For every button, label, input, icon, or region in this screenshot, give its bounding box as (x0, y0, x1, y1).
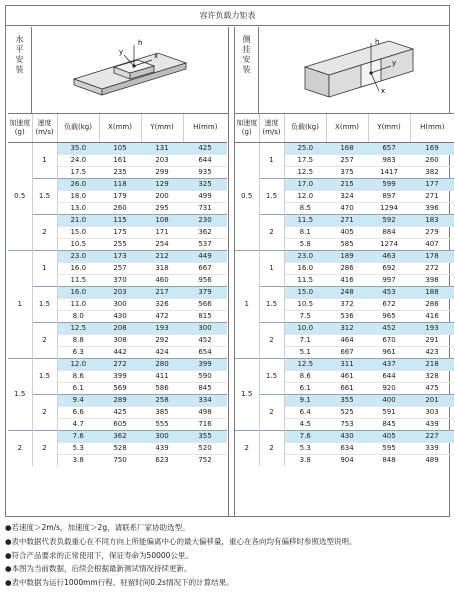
value-cell: 439 (410, 418, 454, 430)
table-row (235, 394, 454, 406)
speed-cell: 1.5 (259, 178, 284, 214)
value-cell: 291 (410, 334, 454, 346)
value-cell: 416 (410, 310, 454, 322)
value-cell: 815 (183, 310, 227, 322)
value-cell: 175 (99, 226, 141, 238)
value-cell: 272 (99, 358, 141, 370)
table-row (8, 178, 227, 190)
value-cell: 845 (368, 418, 410, 430)
value-cell: 396 (410, 202, 454, 214)
table-row (8, 214, 227, 226)
value-cell: 425 (99, 406, 141, 418)
value-cell: 208 (99, 322, 141, 334)
value-cell: 218 (410, 358, 454, 370)
value-cell: 173 (99, 250, 141, 262)
value-cell: 460 (141, 274, 183, 286)
speed-cell: 1 (32, 142, 57, 178)
value-cell: 17.5 (57, 166, 99, 178)
value-cell: 129 (141, 178, 183, 190)
value-cell: 439 (141, 442, 183, 454)
value-cell: 634 (326, 442, 368, 454)
value-cell: 217 (141, 286, 183, 298)
value-cell: 300 (99, 298, 141, 310)
value-cell: 292 (141, 334, 183, 346)
note-item: ●表中数据代表负载重心在不同方向上所能偏离中心的最大偏移量，重心在各向均有偏移时参照选型说明。 (5, 536, 357, 546)
acceleration-cell: 0.5 (8, 142, 32, 250)
value-cell: 177 (410, 178, 454, 190)
value-cell: 303 (410, 406, 454, 418)
value-cell: 437 (368, 358, 410, 370)
value-cell: 407 (410, 238, 454, 250)
value-cell: 463 (368, 250, 410, 262)
value-cell: 654 (183, 346, 227, 358)
speed-cell: 2 (259, 394, 284, 430)
value-cell: 257 (99, 262, 141, 274)
table-row (8, 250, 227, 262)
value-cell: 8.6 (284, 370, 326, 382)
value-cell: 171 (141, 226, 183, 238)
side-load-table (235, 114, 454, 466)
svg-text:h: h (138, 39, 143, 47)
value-cell: 115 (99, 214, 141, 226)
value-cell: 430 (326, 430, 368, 442)
table-row (8, 358, 227, 370)
value-cell: 318 (141, 262, 183, 274)
side-mount-label: 侧挂安装 (235, 27, 259, 113)
value-cell: 300 (183, 322, 227, 334)
value-cell: 716 (183, 418, 227, 430)
value-cell: 411 (141, 370, 183, 382)
speed-cell: 1 (259, 250, 284, 286)
value-cell: 201 (410, 394, 454, 406)
value-cell: 8.0 (57, 310, 99, 322)
value-cell: 17.0 (284, 178, 326, 190)
value-cell: 203 (99, 286, 141, 298)
value-cell: 605 (99, 418, 141, 430)
value-cell: 430 (99, 310, 141, 322)
value-cell: 11.0 (57, 298, 99, 310)
value-cell: 260 (410, 154, 454, 166)
acceleration-cell: 2 (8, 430, 32, 466)
svg-text:x: x (381, 87, 386, 95)
value-cell: 334 (183, 394, 227, 406)
table-row (235, 322, 454, 334)
value-cell: 178 (410, 250, 454, 262)
value-cell: 599 (368, 178, 410, 190)
value-cell: 131 (141, 142, 183, 154)
value-cell: 453 (368, 286, 410, 298)
value-cell: 271 (410, 190, 454, 202)
value-cell: 920 (368, 382, 410, 394)
value-cell: 904 (326, 454, 368, 466)
table-row (235, 358, 454, 370)
acceleration-cell: 1.5 (235, 358, 259, 430)
value-cell: 623 (141, 454, 183, 466)
column-header: X(mm) (99, 114, 141, 142)
value-cell: 5.3 (284, 442, 326, 454)
value-cell: 592 (368, 214, 410, 226)
value-cell: 385 (141, 406, 183, 418)
value-cell: 325 (183, 178, 227, 190)
value-cell: 362 (99, 430, 141, 442)
acceleration-cell: 0.5 (235, 142, 259, 250)
value-cell: 1417 (368, 166, 410, 178)
value-cell: 370 (99, 274, 141, 286)
speed-cell: 1 (32, 250, 57, 286)
value-cell: 489 (410, 454, 454, 466)
value-cell: 169 (410, 142, 454, 154)
value-cell: 255 (99, 238, 141, 250)
value-cell: 248 (326, 286, 368, 298)
value-cell: 11.5 (284, 274, 326, 286)
value-cell: 26.0 (57, 178, 99, 190)
value-cell: 7.6 (284, 430, 326, 442)
value-cell: 983 (368, 154, 410, 166)
value-cell: 168 (326, 142, 368, 154)
value-cell: 16.0 (284, 262, 326, 274)
value-cell: 536 (326, 310, 368, 322)
value-cell: 25.0 (284, 142, 326, 154)
value-cell: 260 (99, 202, 141, 214)
value-cell: 279 (410, 226, 454, 238)
value-cell: 753 (326, 418, 368, 430)
value-cell: 452 (183, 334, 227, 346)
value-cell: 498 (183, 406, 227, 418)
value-cell: 965 (368, 310, 410, 322)
value-cell: 8.8 (57, 334, 99, 346)
value-cell: 271 (326, 214, 368, 226)
value-cell: 372 (326, 298, 368, 310)
svg-text:h: h (375, 38, 380, 46)
value-cell: 375 (326, 166, 368, 178)
value-cell: 6.6 (57, 406, 99, 418)
value-cell: 750 (99, 454, 141, 466)
value-cell: 555 (141, 418, 183, 430)
column-header: H(mm) (183, 114, 227, 142)
value-cell: 6.1 (284, 382, 326, 394)
value-cell: 18.0 (57, 190, 99, 202)
value-cell: 35.0 (57, 142, 99, 154)
value-cell: 442 (99, 346, 141, 358)
value-cell: 452 (368, 322, 410, 334)
value-cell: 382 (410, 166, 454, 178)
value-cell: 848 (368, 454, 410, 466)
value-cell: 499 (183, 190, 227, 202)
value-cell: 657 (368, 142, 410, 154)
value-cell: 118 (99, 178, 141, 190)
table-row (235, 178, 454, 190)
speed-cell: 1.5 (32, 286, 57, 322)
value-cell: 884 (368, 226, 410, 238)
value-cell: 212 (141, 250, 183, 262)
speed-cell: 1.5 (32, 178, 57, 214)
speed-cell: 1.5 (259, 286, 284, 322)
value-cell: 15.0 (57, 226, 99, 238)
value-cell: 569 (99, 382, 141, 394)
value-cell: 161 (99, 154, 141, 166)
value-cell: 328 (410, 370, 454, 382)
value-cell: 566 (183, 298, 227, 310)
table-title: 容许负载力矩表 (6, 6, 449, 26)
value-cell: 324 (326, 190, 368, 202)
value-cell: 257 (326, 154, 368, 166)
value-cell: 416 (326, 274, 368, 286)
svg-text:y: y (392, 59, 397, 67)
value-cell: 537 (183, 238, 227, 250)
value-cell: 280 (141, 358, 183, 370)
value-cell: 227 (410, 430, 454, 442)
table-row (235, 214, 454, 226)
value-cell: 299 (141, 166, 183, 178)
column-header: 负载(kg) (284, 114, 326, 142)
value-cell: 23.0 (57, 250, 99, 262)
value-cell: 230 (183, 214, 227, 226)
value-cell: 16.0 (57, 286, 99, 298)
value-cell: 399 (99, 370, 141, 382)
value-cell: 590 (183, 370, 227, 382)
horizontal-mount-diagram (8, 27, 228, 114)
column-header: 速度(m/s) (259, 114, 284, 142)
value-cell: 8.6 (57, 370, 99, 382)
load-moment-table (5, 5, 450, 517)
column-header: 负载(kg) (57, 114, 99, 142)
value-cell: 961 (368, 346, 410, 358)
value-cell: 670 (368, 334, 410, 346)
value-cell: 362 (183, 226, 227, 238)
value-cell: 399 (183, 358, 227, 370)
speed-cell: 2 (259, 214, 284, 250)
value-cell: 254 (141, 238, 183, 250)
value-cell: 5.8 (284, 238, 326, 250)
value-cell: 7.5 (284, 310, 326, 322)
value-cell: 520 (183, 442, 227, 454)
value-cell: 585 (326, 238, 368, 250)
horizontal-load-table (8, 114, 227, 466)
value-cell: 3.8 (284, 454, 326, 466)
value-cell: 258 (141, 394, 183, 406)
table-row (8, 430, 227, 442)
value-cell: 1294 (368, 202, 410, 214)
value-cell: 15.0 (284, 286, 326, 298)
value-cell: 12.5 (57, 322, 99, 334)
value-cell: 6.4 (284, 406, 326, 418)
value-cell: 9.4 (57, 394, 99, 406)
value-cell: 215 (326, 178, 368, 190)
column-header: Y(mm) (141, 114, 183, 142)
value-cell: 595 (368, 442, 410, 454)
value-cell: 405 (368, 430, 410, 442)
value-cell: 591 (368, 406, 410, 418)
value-cell: 300 (141, 430, 183, 442)
value-cell: 400 (368, 394, 410, 406)
speed-cell: 1.5 (259, 358, 284, 394)
value-cell: 956 (183, 274, 227, 286)
acceleration-cell: 1.5 (8, 358, 32, 430)
value-cell: 667 (183, 262, 227, 274)
value-cell: 179 (99, 190, 141, 202)
value-cell: 6.1 (57, 382, 99, 394)
value-cell: 752 (183, 454, 227, 466)
value-cell: 6.3 (57, 346, 99, 358)
value-cell: 731 (183, 202, 227, 214)
value-cell: 193 (410, 322, 454, 334)
value-cell: 5.3 (57, 442, 99, 454)
value-cell: 12.0 (284, 190, 326, 202)
value-cell: 997 (368, 274, 410, 286)
column-header: X(mm) (326, 114, 368, 142)
table-row (8, 322, 227, 334)
value-cell: 4.5 (284, 418, 326, 430)
value-cell: 286 (326, 262, 368, 274)
value-cell: 897 (368, 190, 410, 202)
value-cell: 423 (410, 346, 454, 358)
speed-cell: 2 (259, 430, 284, 466)
speed-cell: 1 (259, 142, 284, 178)
speed-cell: 2 (32, 430, 57, 466)
value-cell: 311 (326, 358, 368, 370)
value-cell: 24.0 (57, 154, 99, 166)
speed-cell: 2 (32, 214, 57, 250)
value-cell: 667 (326, 346, 368, 358)
value-cell: 11.5 (57, 274, 99, 286)
value-cell: 235 (99, 166, 141, 178)
side-mount-diagram (235, 27, 454, 114)
value-cell: 200 (141, 190, 183, 202)
note-item: ●本图为当前数据，后续会根据最新测试情况持续更新。 (5, 564, 192, 574)
speed-cell: 1.5 (32, 358, 57, 394)
acceleration-cell: 1 (235, 250, 259, 358)
value-cell: 193 (141, 322, 183, 334)
speed-cell: 2 (32, 322, 57, 358)
value-cell: 644 (368, 370, 410, 382)
table-row (235, 430, 454, 442)
value-cell: 308 (99, 334, 141, 346)
horizontal-mount-panel (8, 27, 228, 516)
column-header: 加速度(g) (8, 114, 32, 142)
value-cell: 289 (99, 394, 141, 406)
table-row (235, 250, 454, 262)
value-cell: 644 (183, 154, 227, 166)
side-mount-panel (234, 27, 454, 516)
column-header: 加速度(g) (235, 114, 259, 142)
note-item: ●若速度＞2m/s，加速度＞2g，请联系厂家协助选型。 (5, 523, 190, 532)
value-cell: 10.5 (57, 238, 99, 250)
value-cell: 8.5 (284, 202, 326, 214)
value-cell: 183 (410, 214, 454, 226)
value-cell: 272 (410, 262, 454, 274)
value-cell: 4.7 (57, 418, 99, 430)
value-cell: 339 (410, 442, 454, 454)
value-cell: 461 (326, 370, 368, 382)
value-cell: 286 (410, 298, 454, 310)
value-cell: 203 (141, 154, 183, 166)
value-cell: 9.1 (284, 394, 326, 406)
value-cell: 424 (141, 346, 183, 358)
table-row (235, 286, 454, 298)
value-cell: 8.1 (284, 226, 326, 238)
value-cell: 105 (99, 142, 141, 154)
value-cell: 23.0 (284, 250, 326, 262)
value-cell: 398 (410, 274, 454, 286)
value-cell: 312 (326, 322, 368, 334)
value-cell: 1274 (368, 238, 410, 250)
value-cell: 470 (326, 202, 368, 214)
note-item: ●表中数据为运行1000mm行程、驻留时间0.2s情况下的计算结果。 (5, 578, 234, 588)
column-header: H(mm) (410, 114, 454, 142)
value-cell: 472 (141, 310, 183, 322)
value-cell: 12.5 (284, 358, 326, 370)
value-cell: 11.5 (284, 214, 326, 226)
table-row (235, 142, 454, 154)
value-cell: 21.0 (57, 214, 99, 226)
value-cell: 935 (183, 166, 227, 178)
panel-gap (228, 27, 233, 516)
value-cell: 10.0 (284, 322, 326, 334)
value-cell: 17.5 (284, 154, 326, 166)
value-cell: 661 (326, 382, 368, 394)
value-cell: 10.5 (284, 298, 326, 310)
table-row (8, 394, 227, 406)
value-cell: 528 (99, 442, 141, 454)
value-cell: 379 (183, 286, 227, 298)
value-cell: 464 (326, 334, 368, 346)
notes (5, 521, 453, 590)
svg-text:y: y (119, 48, 124, 56)
column-header: 速度(m/s) (32, 114, 57, 142)
value-cell: 188 (410, 286, 454, 298)
value-cell: 12.0 (57, 358, 99, 370)
value-cell: 189 (326, 250, 368, 262)
value-cell: 16.0 (57, 262, 99, 274)
value-cell: 7.6 (57, 430, 99, 442)
value-cell: 586 (141, 382, 183, 394)
value-cell: 845 (183, 382, 227, 394)
value-cell: 692 (368, 262, 410, 274)
note-item: ●符合产品要求的正常使用下，保证寿命为50000公里。 (5, 550, 193, 560)
horizontal-mount-label: 水平安装 (8, 27, 32, 113)
svg-text:x: x (154, 52, 159, 60)
acceleration-cell: 1 (8, 250, 32, 358)
value-cell: 3.8 (57, 454, 99, 466)
value-cell: 525 (326, 406, 368, 418)
side-slide-illustration (295, 33, 425, 111)
value-cell: 355 (183, 430, 227, 442)
value-cell: 475 (410, 382, 454, 394)
column-header: Y(mm) (368, 114, 410, 142)
value-cell: 7.1 (284, 334, 326, 346)
speed-cell: 2 (32, 394, 57, 430)
table-row (8, 142, 227, 154)
value-cell: 449 (183, 250, 227, 262)
value-cell: 295 (141, 202, 183, 214)
value-cell: 108 (141, 214, 183, 226)
value-cell: 13.0 (57, 202, 99, 214)
value-cell: 672 (368, 298, 410, 310)
value-cell: 326 (141, 298, 183, 310)
table-row (8, 286, 227, 298)
value-cell: 5.1 (284, 346, 326, 358)
speed-cell: 2 (259, 322, 284, 358)
acceleration-cell: 2 (235, 430, 259, 466)
value-cell: 405 (326, 226, 368, 238)
value-cell: 355 (326, 394, 368, 406)
value-cell: 425 (183, 142, 227, 154)
horizontal-slide-illustration (68, 33, 198, 111)
value-cell: 12.5 (284, 166, 326, 178)
